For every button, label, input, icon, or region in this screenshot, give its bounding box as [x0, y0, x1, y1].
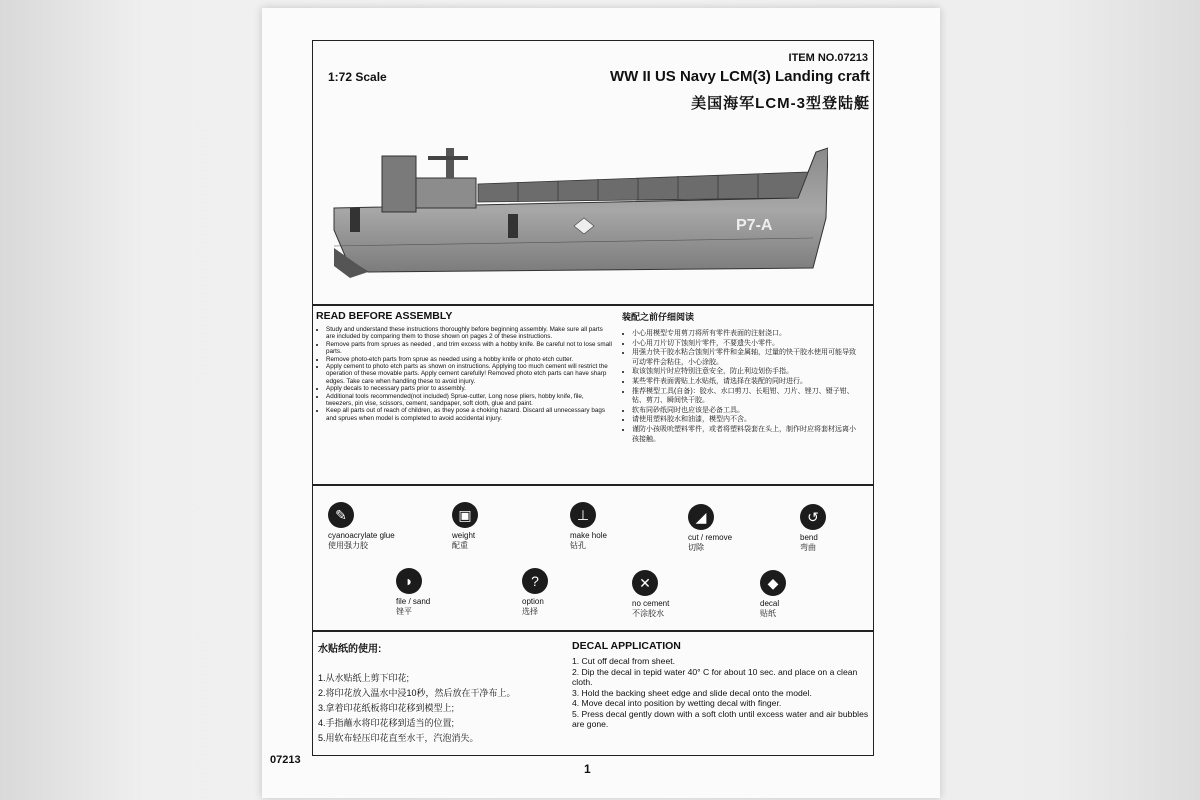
list-item: • Apply cement to photo etch parts as shown on instructions. Applying too much cement will restrict the operation of these movable parts. Apply cement carefully! Removed photo etch parts can have sharp edges. Take care when handling these to avoid injury.	[326, 363, 612, 385]
legend-label-en: file / sand	[396, 597, 431, 606]
list-item: • Remove parts from sprues as needed , and trim excess with a hobby knife. Be careful not to lose small parts.	[326, 341, 612, 356]
list-item: 2.将印花放入温水中浸10秒，然后放在干净布上。	[318, 688, 516, 698]
legend-item	[688, 504, 798, 553]
list-item: 2. Dip the decal in tepid water 40° C for about 10 sec. and place on a clean cloth.	[572, 666, 858, 687]
decal-application-chinese	[318, 640, 558, 746]
list-item: • Remove photo-etch parts from sprue as needed using a hobby knife or photo etch cutter.	[326, 356, 612, 363]
bend-icon: ↺	[800, 504, 826, 530]
cn-notes-heading: 装配之前仔细阅读	[622, 312, 695, 322]
symbol-legend	[312, 492, 874, 626]
cn-decal-steps	[318, 671, 558, 746]
legend-label-cn: 选择	[522, 607, 538, 616]
scale-label: 1:72 Scale	[328, 70, 387, 84]
option-icon: ?	[522, 568, 548, 594]
legend-item	[452, 502, 562, 551]
make-hole-icon: ⊥	[570, 502, 596, 528]
decal-application	[572, 640, 872, 730]
cn-notes-list	[622, 329, 862, 444]
cyanoacrylate-glue-icon: ✎	[328, 502, 354, 528]
legend-item	[522, 568, 632, 617]
footer-item-code: 07213	[270, 754, 301, 766]
legend-item	[632, 570, 742, 619]
divider-middle	[312, 484, 874, 486]
legend-item	[570, 502, 680, 551]
list-item: • 推荐模型工具(自备)：胶水、水口剪刀、长咀钳、刀片、锉刀、镊子钳、钻、剪刀、瞬间快干胶。	[632, 387, 862, 406]
legend-label-cn: 弯曲	[800, 543, 816, 552]
decal-icon: ◆	[760, 570, 786, 596]
list-item: • 某些零件表面需贴上水贴纸，请选择在装配的同时进行。	[632, 377, 862, 387]
list-item: 4. Move decal into position by wetting decal with finger.	[572, 698, 782, 708]
divider-top	[312, 304, 874, 306]
legend-item	[800, 504, 870, 553]
list-item: 5. Press decal gently down with a soft cloth until excess water and air bubbles are gone.	[572, 708, 869, 729]
list-item: • 小心用模型专用剪刀将所有零件表面的注射浇口。	[632, 329, 862, 339]
item-number: ITEM NO.07213	[788, 52, 868, 64]
cut-remove-icon: ◢	[688, 504, 714, 530]
list-item: • Apply decals to necessary parts prior to assembly.	[326, 385, 612, 392]
legend-label-en: cut / remove	[688, 533, 733, 542]
legend-item	[396, 568, 506, 617]
weight-icon: ▣	[452, 502, 478, 528]
list-item: • 软布同砂纸同时也应该是必备工具。	[632, 406, 862, 416]
list-item: • 小心用刀片切下蚀刻片零件，不要遗失小零件。	[632, 339, 862, 349]
legend-label-cn: 贴纸	[760, 609, 776, 618]
list-item: 3.拿着印花纸板将印花移到模型上;	[318, 703, 455, 713]
list-item: • 请使用塑料胶水和油漆，模型内不含。	[632, 415, 862, 425]
cn-decal-heading: 水贴纸的使用:	[318, 644, 382, 655]
legend-label-en: option	[522, 597, 544, 606]
list-item: • 谨防小孩吸吮塑料零件，或者将塑料袋套在头上，制作时应将套材远离小孩接触。	[632, 425, 862, 444]
no-cement-icon: ✕	[632, 570, 658, 596]
decal-heading: DECAL APPLICATION	[572, 640, 681, 652]
legend-label-cn: 钻孔	[570, 541, 586, 550]
title-english: WW II US Navy LCM(3) Landing craft	[609, 68, 870, 85]
instruction-sheet	[262, 8, 940, 798]
page-number: 1	[584, 762, 591, 776]
legend-label-en: bend	[800, 533, 818, 542]
decal-steps	[572, 656, 872, 730]
list-item: 4.手指蘸水将印花移到适当的位置;	[318, 718, 455, 728]
legend-label-cn: 配重	[452, 541, 468, 550]
title-chinese: 美国海军LCM-3型登陆艇	[691, 95, 870, 112]
list-item: 3. Hold the backing sheet edge and slide decal onto the model.	[572, 687, 812, 698]
legend-label-cn: 切除	[688, 543, 704, 552]
list-item: • Study and understand these instructions thoroughly before beginning assembly. Make sure all parts are included by comparing them to those shown on pages 2 of these instructions.	[326, 326, 612, 341]
legend-label-en: cyanoacrylate glue	[328, 531, 395, 540]
legend-label-en: no cement	[632, 599, 670, 608]
list-item: 1. Cut off decal from sheet.	[572, 656, 676, 666]
list-item: • 取该蚀刻片时应特别注意安全，防止利边划伤手指。	[632, 367, 862, 377]
legend-label-cn: 不涂胶水	[632, 609, 664, 618]
file-sand-icon: ◗	[396, 568, 422, 594]
legend-label-cn: 使用强力胶	[328, 541, 368, 550]
divider-bottom	[312, 630, 874, 632]
legend-item	[760, 570, 870, 619]
list-item: 5.用软布轻压印花直至水干，汽泡消失。	[318, 733, 479, 743]
hull-marking: P7-A	[736, 217, 773, 234]
read-list	[316, 326, 612, 422]
list-item: • 用强力快干胶水粘合蚀刻片零件和金属轴，过量的快干胶水使用可能导致可动零件会粘住，小心涂胶。	[632, 348, 862, 367]
list-item: • Keep all parts out of reach of children, as they pose a choking hazard. Discard all unnecessary bags and sprues when model is completed to avoid accidental injury.	[326, 407, 612, 422]
legend-label-cn: 锉平	[396, 607, 412, 616]
list-item: 1.从水贴纸上剪下印花;	[318, 673, 410, 683]
legend-label-en: make hole	[570, 531, 607, 540]
read-heading: READ BEFORE ASSEMBLY	[316, 310, 453, 322]
assembly-notes-chinese	[622, 310, 862, 478]
list-item: • Additional tools recommended(not included) Sprue-cutter, Long nose pliers, hobby knife, file, tweezers, pin vise, scissors, cement, sandpaper, soft cloth, glue and paint.	[326, 393, 612, 408]
legend-item	[328, 502, 438, 551]
legend-label-en: weight	[452, 531, 476, 540]
legend-label-en: decal	[760, 599, 780, 608]
landing-craft-illustration	[328, 138, 828, 288]
read-before-assembly	[316, 310, 612, 478]
